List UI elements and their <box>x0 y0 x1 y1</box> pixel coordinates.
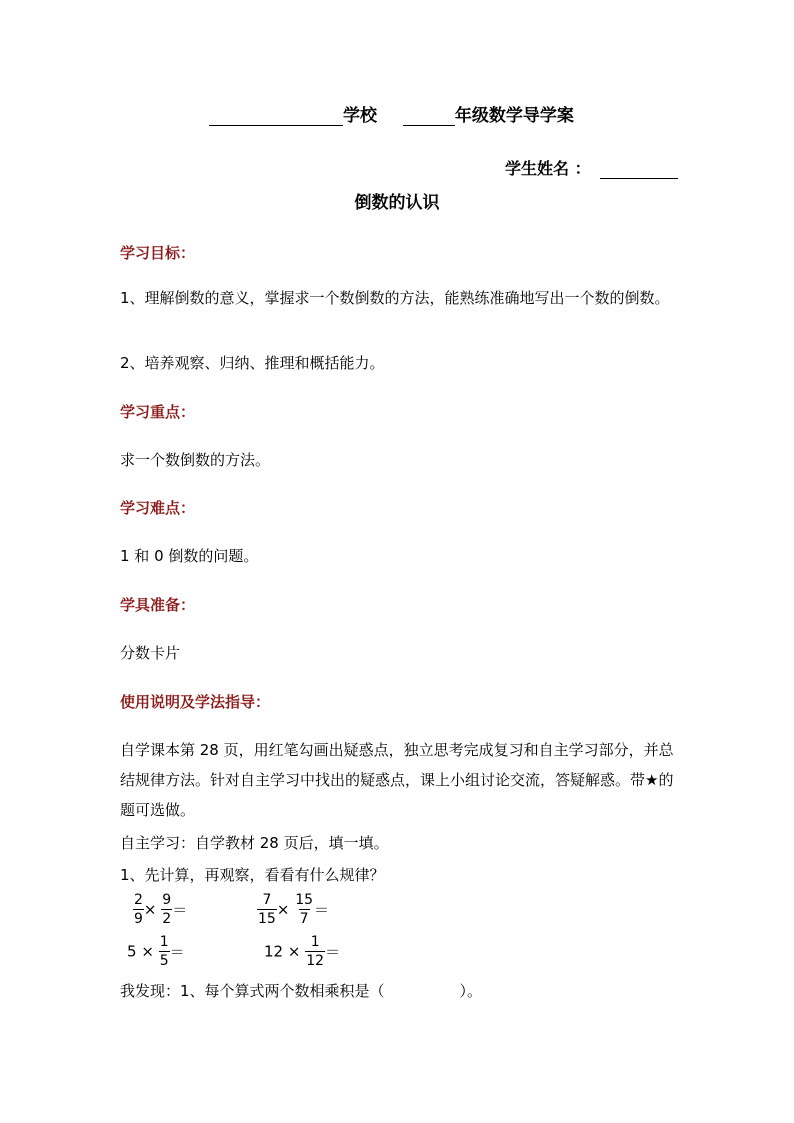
grade-blank[interactable] <box>403 107 455 126</box>
times-symbol: × <box>276 900 290 919</box>
fraction <box>159 933 170 970</box>
key-points-heading: 学习重点： <box>120 403 196 421</box>
key-points-text: 求一个数倒数的方法。 <box>120 451 271 469</box>
times-symbol: × <box>143 900 157 919</box>
fraction <box>305 933 325 970</box>
denominator: 7 <box>299 911 309 927</box>
fraction <box>294 891 314 928</box>
page-title: 倒数的认识 <box>354 193 440 213</box>
goals-heading: 学习目标： <box>120 244 196 262</box>
denominator: 9 <box>134 911 143 927</box>
materials-heading: 学具准备： <box>120 596 196 614</box>
difficulties-text: 1 和 0 倒数的问题。 <box>120 547 259 565</box>
problem-1 <box>133 891 187 928</box>
denominator: 12 <box>306 953 325 969</box>
fraction <box>257 891 277 928</box>
finding-text: 我发现：1、每个算式两个数相乘积是（ ）。 <box>120 982 483 1000</box>
instructions-text: 自学课本第 28 页，用红笔勾画出疑惑点，独立思考完成复习和自主学习部分，并总结规律方法。针对自主学习中找出的疑惑点，课上小组讨论交流，答疑解惑。带★的题可选做。 <box>120 741 674 819</box>
times-symbol: × <box>141 942 154 961</box>
student-name-row <box>505 156 678 179</box>
denominator: 2 <box>162 911 172 927</box>
fraction <box>161 891 172 928</box>
problem-4 <box>264 933 340 970</box>
denominator: 15 <box>258 911 276 927</box>
school-name-blank[interactable] <box>209 107 343 126</box>
materials-text: 分数卡片 <box>120 644 181 662</box>
whole-number: 12 <box>264 942 284 961</box>
school-header <box>209 101 574 126</box>
whole-number: 5 <box>127 942 137 961</box>
numerator: 1 <box>310 934 320 950</box>
equals-symbol: ＝ <box>172 901 188 919</box>
problem-3 <box>127 933 185 970</box>
student-name-blank[interactable] <box>600 160 678 179</box>
instructions-heading: 使用说明及学法指导： <box>120 693 271 711</box>
goal-item-2: 2、培养观察、归纳、推理和概括能力。 <box>120 354 385 372</box>
fraction <box>133 891 144 928</box>
difficulties-heading: 学习难点： <box>120 499 196 517</box>
goal-item-1: 1、理解倒数的意义，掌握求一个数倒数的方法，能熟练准确地写出一个数的倒数。 <box>120 289 670 307</box>
numerator: 1 <box>159 934 169 950</box>
self-study-intro: 自主学习：自学教材 28 页后，填一填。 <box>120 834 389 852</box>
numerator: 2 <box>134 892 143 908</box>
equals-symbol: ＝ <box>314 901 330 919</box>
numerator: 15 <box>295 892 314 908</box>
numerator: 9 <box>162 892 172 908</box>
problem-2 <box>257 891 329 928</box>
grade-suffix: 年级数学导学案 <box>454 106 574 126</box>
self-study-question: 1、先计算，再观察，看看有什么规律？ <box>120 866 385 884</box>
school-suffix: 学校 <box>343 106 377 126</box>
denominator: 5 <box>159 953 169 969</box>
times-symbol: × <box>287 942 301 961</box>
numerator: 7 <box>262 892 272 908</box>
equals-symbol: ＝ <box>325 943 341 961</box>
equals-symbol: ＝ <box>169 943 185 961</box>
student-name-label: 学生姓名 ： <box>505 159 591 178</box>
